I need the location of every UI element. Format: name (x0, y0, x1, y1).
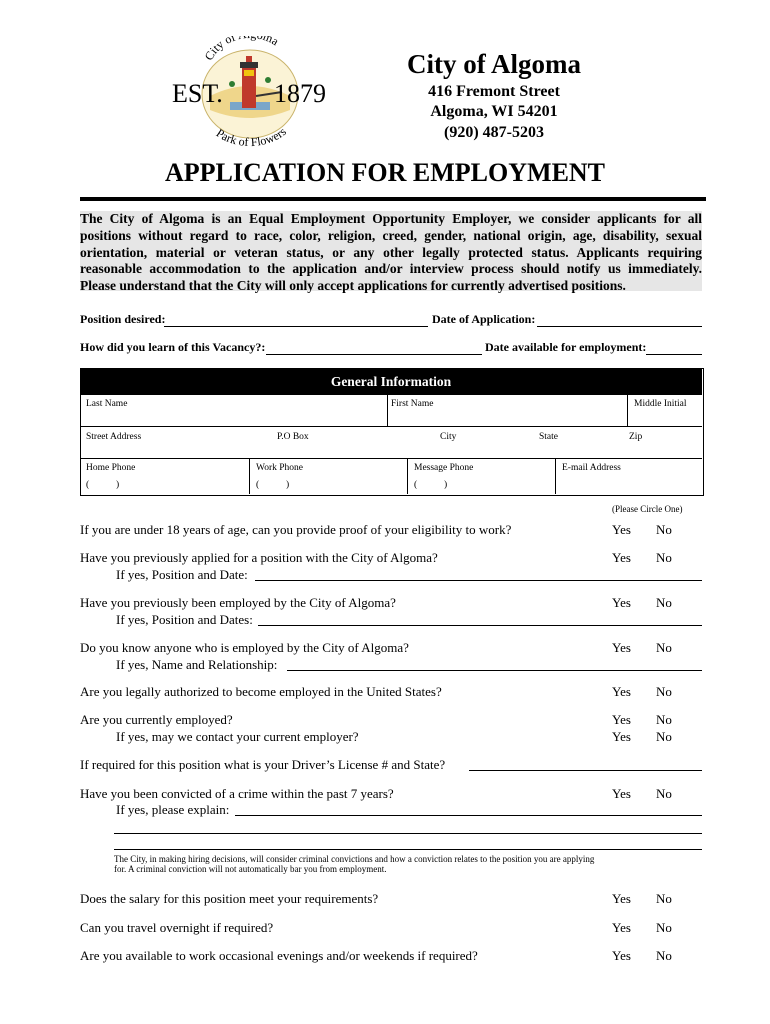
email-label: E-mail Address (562, 463, 621, 473)
conviction-note-line: for. A criminal conviction will not automatically bar you from employment. (114, 864, 387, 874)
first-name-label: First Name (391, 399, 434, 409)
paren-close: ) (444, 480, 448, 490)
explain-field-line-2[interactable] (114, 819, 702, 834)
no-option[interactable]: No (656, 522, 672, 537)
position-desired-field[interactable] (164, 312, 428, 327)
last-name-cell[interactable] (80, 395, 388, 427)
yes-option[interactable]: Yes (612, 920, 631, 935)
question-salary: Does the salary for this position meet your requirements? (80, 891, 379, 906)
question-legally-authorized: Are you legally authorized to become employed in the United States? (80, 684, 442, 699)
first-name-cell[interactable] (388, 395, 628, 427)
message-phone-label: Message Phone (414, 463, 474, 473)
no-option[interactable]: No (656, 786, 672, 801)
position-date-label: If yes, Position and Date: (116, 567, 248, 582)
po-box-label: P.O Box (277, 432, 309, 442)
question-under-18: If you are under 18 years of age, can you provide proof of your eligibility to work? (80, 522, 512, 537)
no-option[interactable]: No (656, 684, 672, 699)
no-option[interactable]: No (656, 550, 672, 565)
question-contact-employer: If yes, may we contact your current employer? (116, 729, 359, 744)
street-address: 416 Fremont Street (428, 83, 560, 100)
question-evenings-weekends: Are you available to work occasional evenings and/or weekends if required? (80, 948, 478, 963)
notice-line: Please understand that the City will only accept applications for currently advertised positions. (80, 278, 626, 294)
yes-option[interactable]: Yes (612, 948, 631, 963)
how-learned-label: How did you learn of this Vacancy?: (80, 340, 266, 354)
yes-option[interactable]: Yes (612, 595, 631, 610)
circle-one-note: (Please Circle One) (612, 504, 683, 514)
city-seal-logo (170, 36, 330, 148)
yes-option[interactable]: Yes (612, 729, 631, 744)
explain-field[interactable] (235, 801, 702, 816)
notice-line: reasonable accommodation to the application and/or interview process should notify us immediately. (80, 261, 702, 277)
paren-open: ( (414, 480, 418, 490)
city-label: City (440, 432, 457, 442)
no-option[interactable]: No (656, 595, 672, 610)
city-name-heading: City of Algoma (407, 49, 581, 79)
yes-option[interactable]: Yes (612, 640, 631, 655)
middle-initial-label: Middle Initial (634, 399, 687, 409)
conviction-note (114, 854, 594, 874)
phone-number: (920) 487-5203 (444, 124, 544, 141)
title-rule (80, 197, 706, 201)
home-phone-cell[interactable] (80, 459, 250, 494)
address-row[interactable] (80, 427, 702, 459)
notice-line: positions without regard to race, color, religion, creed, gender, national origin, age, disability, sexual (80, 227, 702, 243)
middle-initial-cell[interactable] (628, 395, 702, 427)
conviction-note-line: The City, in making hiring decisions, will consider criminal convictions and how a conviction relates to the position you are applying (114, 854, 595, 864)
date-available-field[interactable] (646, 340, 702, 355)
question-previously-applied: Have you previously applied for a position with the City of Algoma? (80, 550, 438, 565)
last-name-label: Last Name (86, 399, 128, 409)
work-phone-label: Work Phone (256, 463, 303, 473)
date-of-application-field[interactable] (537, 312, 702, 327)
explain-label: If yes, please explain: (116, 802, 230, 817)
question-convicted: Have you been convicted of a crime within the past 7 years? (80, 786, 394, 801)
paren-close: ) (116, 480, 120, 490)
city-state-zip: Algoma, WI 54201 (430, 103, 558, 120)
notice-line: orientation, material or veteran status, or any other legally protected status. Applicants requiring (80, 244, 702, 260)
form-title: APPLICATION FOR EMPLOYMENT (164, 158, 606, 187)
paren-open: ( (256, 480, 260, 490)
paren-close: ) (286, 480, 290, 490)
position-desired-label: Position desired: (80, 312, 166, 326)
question-travel: Can you travel overnight if required? (80, 920, 274, 935)
position-dates-field[interactable] (258, 611, 702, 626)
no-option[interactable]: No (656, 640, 672, 655)
eeo-notice (80, 211, 702, 294)
position-date-field[interactable] (255, 566, 702, 581)
yes-option[interactable]: Yes (612, 891, 631, 906)
question-currently-employed: Are you currently employed? (80, 712, 233, 727)
yes-option[interactable]: Yes (612, 550, 631, 565)
name-relationship-field[interactable] (287, 656, 702, 671)
zip-label: Zip (629, 432, 643, 442)
no-option[interactable]: No (656, 920, 672, 935)
paren-open: ( (86, 480, 90, 490)
work-phone-cell[interactable] (250, 459, 408, 494)
logo-est: EST. (172, 79, 223, 108)
yes-option[interactable]: Yes (612, 712, 631, 727)
yes-option[interactable]: Yes (612, 522, 631, 537)
notice-line: The City of Algoma is an Equal Employment Opportunity Employer, we consider applicants for all (80, 211, 702, 226)
no-option[interactable]: No (656, 891, 672, 906)
position-dates-label: If yes, Position and Dates: (116, 612, 253, 627)
date-of-application-label: Date of Application: (432, 312, 536, 326)
no-option[interactable]: No (656, 729, 672, 744)
yes-option[interactable]: Yes (612, 786, 631, 801)
no-option[interactable]: No (656, 712, 672, 727)
general-info-heading: General Information (80, 368, 702, 395)
logo-top-text: City of ma (201, 36, 282, 63)
state-label: State (539, 432, 558, 442)
home-phone-label: Home Phone (86, 463, 136, 473)
yes-option[interactable]: Yes (612, 684, 631, 699)
no-option[interactable]: No (656, 948, 672, 963)
logo-bottom-text: Park of Flowers (213, 124, 289, 148)
email-cell[interactable] (556, 459, 702, 494)
name-relationship-label: If yes, Name and Relationship: (116, 657, 278, 672)
drivers-license-field[interactable] (469, 756, 702, 771)
message-phone-cell[interactable] (408, 459, 556, 494)
street-address-label: Street Address (86, 432, 142, 442)
explain-field-line-3[interactable] (114, 835, 702, 850)
how-learned-field[interactable] (266, 340, 482, 355)
question-previously-employed: Have you previously been employed by the City of Algoma? (80, 595, 396, 610)
date-available-label: Date available for employment: (485, 340, 647, 354)
question-drivers-license: If required for this position what is your Driver’s License # and State? (80, 757, 446, 772)
logo-year: 1879 (274, 79, 326, 108)
question-know-employee: Do you know anyone who is employed by the City of Algoma? (80, 640, 409, 655)
